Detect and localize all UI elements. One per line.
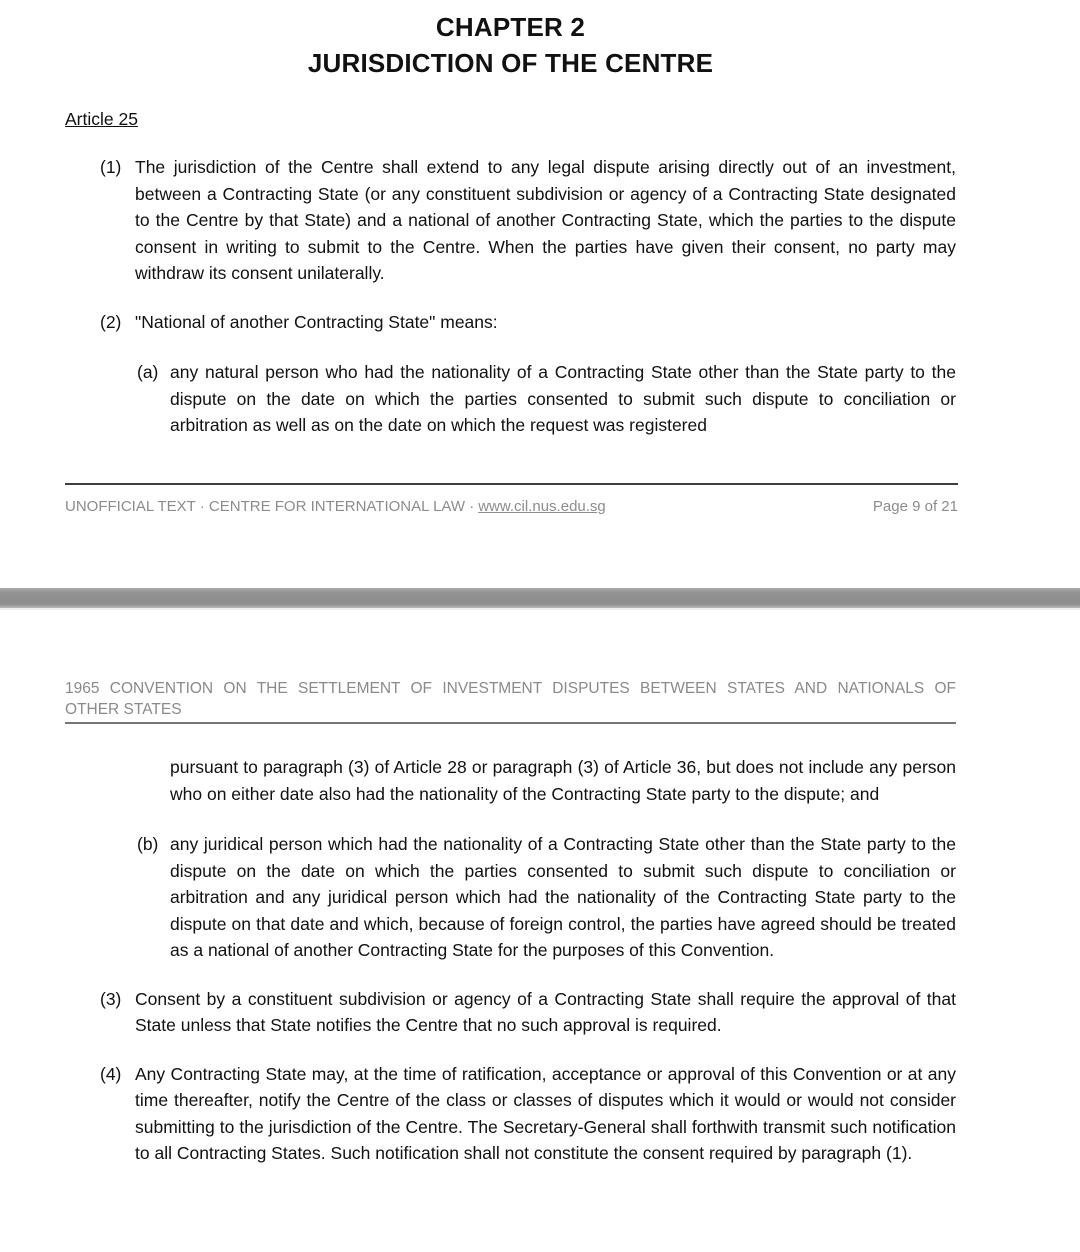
paragraph-number: (b): [137, 834, 159, 854]
paragraph-text: "National of another Contracting State" means:: [135, 311, 498, 332]
paragraph-number: (4): [100, 1063, 122, 1084]
footer-divider: [65, 483, 958, 485]
chapter-title-line-1: CHAPTER 2: [435, 12, 586, 42]
paragraph-2: [65, 309, 956, 336]
paragraph-number: (1): [100, 157, 122, 177]
running-header-line-1: 1965 CONVENTION ON THE SETTLEMENT OF INVESTMENT DISPUTES BETWEEN STATES AND NATIONALS OF: [65, 680, 956, 697]
subparagraph-a: [65, 359, 956, 439]
page-footer: [65, 483, 958, 516]
running-header-line-2: OTHER STATES: [65, 701, 182, 718]
paragraph-text: pursuant to paragraph (3) of Article 28 or paragraph (3) of Article 36, but does not include any person who on either date also had the nationality of the Contracting State party to the dispute; and: [170, 757, 956, 804]
subparagraph-a-continuation: [65, 754, 956, 807]
running-header: [65, 678, 956, 724]
paragraph-number: [137, 754, 170, 807]
subparagraph-b: [65, 831, 956, 964]
document-page-2: [0, 610, 1080, 1252]
footer-page-indicator: Page 9 of 21: [872, 498, 958, 515]
paragraph-number: (3): [100, 988, 122, 1009]
paragraph-4: [65, 1061, 956, 1167]
footer-attribution: [65, 498, 606, 516]
paragraph-1: [65, 154, 956, 287]
footer-attribution-text: UNOFFICIAL TEXT · CENTRE FOR INTERNATIONAL LAW ·: [65, 498, 475, 515]
footer-cil-link[interactable]: www.cil.nus.edu.sg: [478, 498, 606, 515]
chapter-title: [65, 0, 956, 81]
paragraph-text: Consent by a constituent subdivision or agency of a Contracting State shall require the approval of that State unless that State notifies the Centre that no such approval is required.: [135, 988, 956, 1035]
paragraph-text: any juridical person which had the nationality of a Contracting State other than the State party to the dispute on the date on which the parties consented to submit such dispute to conciliation or arbitration and any juridical person which had the nationality of the Contracting State party to the dispute on that date and which, because of foreign control, the parties have agreed should be treated as a national of another Contracting State for the purposes of this Convention.: [170, 834, 956, 960]
paragraph-text: The jurisdiction of the Centre shall extend to any legal dispute arising directly out of an investment, between a Contracting State (or any constituent subdivision or agency of a Contracting State designated to the Centre by that State) and a national of another Contracting State, which the parties to the dispute consent in writing to submit to the Centre. When the parties have given their consent, no party may withdraw its consent unilaterally.: [135, 157, 956, 283]
page-gap-bar: [0, 588, 1080, 610]
paragraph-number: (a): [137, 362, 159, 382]
article-heading: Article 25: [65, 109, 138, 129]
paragraph-3: [65, 986, 956, 1039]
paragraph-number: (2): [100, 311, 122, 332]
paragraph-text: any natural person who had the nationality of a Contracting State other than the State party to the dispute on the date on which the parties consented to submit such dispute to conciliation or arbitration as well as on the date on which the request was registered: [170, 362, 956, 435]
chapter-title-line-2: JURISDICTION OF THE CENTRE: [307, 48, 714, 78]
paragraph-text: Any Contracting State may, at the time of ratification, acceptance or approval of this Convention or at any time thereafter, notify the Centre of the class or classes of disputes which it would or would not consider submitting to the jurisdiction of the Centre. The Secretary-General shall forthwith transmit such notification to all Contracting States. Such notification shall not constitute the consent required by paragraph (1).: [135, 1063, 956, 1163]
document-page-1: [0, 0, 1080, 588]
